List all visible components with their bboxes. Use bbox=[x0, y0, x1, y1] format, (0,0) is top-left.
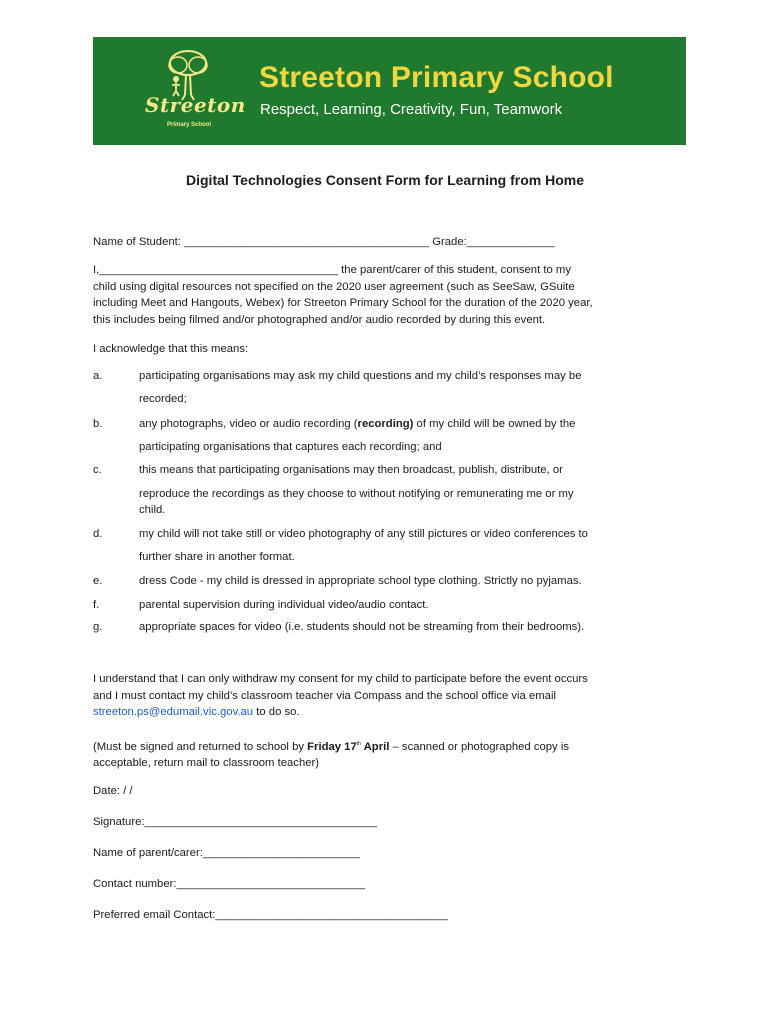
list-item-text: participating organisations may ask my child questions and my child’s responses may be bbox=[139, 370, 582, 382]
school-motto: Respect, Learning, Creativity, Fun, Teamwork bbox=[260, 101, 563, 118]
list-item-letter: g. bbox=[93, 621, 103, 633]
contact-number-field[interactable]: Contact number:______________________________ bbox=[93, 878, 365, 890]
return-note bbox=[93, 736, 693, 772]
school-name: Streeton Primary School bbox=[259, 61, 614, 94]
school-header-banner bbox=[93, 37, 686, 145]
return-note-line: (Must be signed and returned to school by Friday 17th April – scanned or photographed copy is bbox=[93, 740, 569, 753]
list-item-letter: e. bbox=[93, 575, 103, 587]
logo-subtitle: Primary School bbox=[167, 122, 212, 128]
list-item-letter: c. bbox=[93, 464, 102, 476]
form-title: Digital Technologies Consent Form for Learning from Home bbox=[186, 172, 584, 188]
list-item-text: participating organisations that captures each recording; and bbox=[139, 441, 442, 453]
list-item-letter: d. bbox=[93, 528, 103, 540]
consent-paragraph bbox=[93, 262, 693, 328]
list-item-letter: b. bbox=[93, 418, 103, 430]
email-contact-field[interactable]: Preferred email Contact:_____________________________________ bbox=[93, 909, 448, 921]
consent-line: this includes being filmed and/or photographed and/or audio recorded by during this event. bbox=[93, 313, 546, 326]
list-item-text: this means that participating organisations may then broadcast, publish, distribute, or bbox=[139, 464, 563, 476]
list-item-letter: f. bbox=[93, 599, 100, 611]
list-item-text: child. bbox=[139, 504, 166, 516]
list-item-text: my child will not take still or video photography of any still pictures or video conferences to bbox=[139, 528, 588, 540]
acknowledge-heading: I acknowledge that this means: bbox=[93, 343, 249, 355]
consent-line: child using digital resources not specified on the 2020 user agreement (such as SeeSaw, GSuite bbox=[93, 280, 575, 293]
school-email-link[interactable]: streeton.ps@edumail.vic.gov.au bbox=[93, 706, 254, 718]
list-item-text: reproduce the recordings as they choose to without notifying or remunerating me or my bbox=[139, 488, 574, 500]
list-item-text: dress Code - my child is dressed in appropriate school type clothing. Strictly no pyjamas. bbox=[139, 575, 582, 587]
student-name-grade-field[interactable]: Name of Student: _______________________________________ Grade:______________ bbox=[93, 236, 555, 248]
withdraw-line: streeton.ps@edumail.vic.gov.au to do so. bbox=[93, 706, 300, 718]
list-item-letter: a. bbox=[93, 370, 103, 382]
withdraw-line: and I must contact my child’s classroom teacher via Compass and the school office via email bbox=[93, 689, 556, 702]
list-item-text: any photographs, video or audio recording (recording) of my child will be owned by the bbox=[139, 418, 576, 430]
return-note-line: acceptable, return mail to classroom teacher) bbox=[93, 757, 320, 770]
list-item-text: further share in another format. bbox=[139, 551, 295, 563]
list-item-text: parental supervision during individual video/audio contact. bbox=[139, 599, 429, 611]
list-item-text: appropriate spaces for video (i.e. students should not be streaming from their bedrooms). bbox=[139, 621, 585, 633]
withdraw-line: I understand that I can only withdraw my consent for my child to participate before the event occurs bbox=[93, 673, 588, 685]
parent-name-field[interactable]: Name of parent/carer:_________________________ bbox=[93, 847, 360, 859]
consent-line: I,______________________________________ the parent/carer of this student, consent to my bbox=[93, 264, 571, 276]
date-field[interactable]: Date: / / bbox=[93, 785, 133, 797]
withdraw-paragraph bbox=[93, 671, 693, 721]
list-item-text: recorded; bbox=[139, 393, 187, 405]
consent-line: including Meet and Hangouts, Webex) for Streeton Primary School for the duration of the 2020 year, bbox=[93, 297, 593, 309]
signature-field[interactable]: Signature:_____________________________________ bbox=[93, 816, 377, 828]
logo-wordmark: Streeton bbox=[145, 93, 246, 117]
